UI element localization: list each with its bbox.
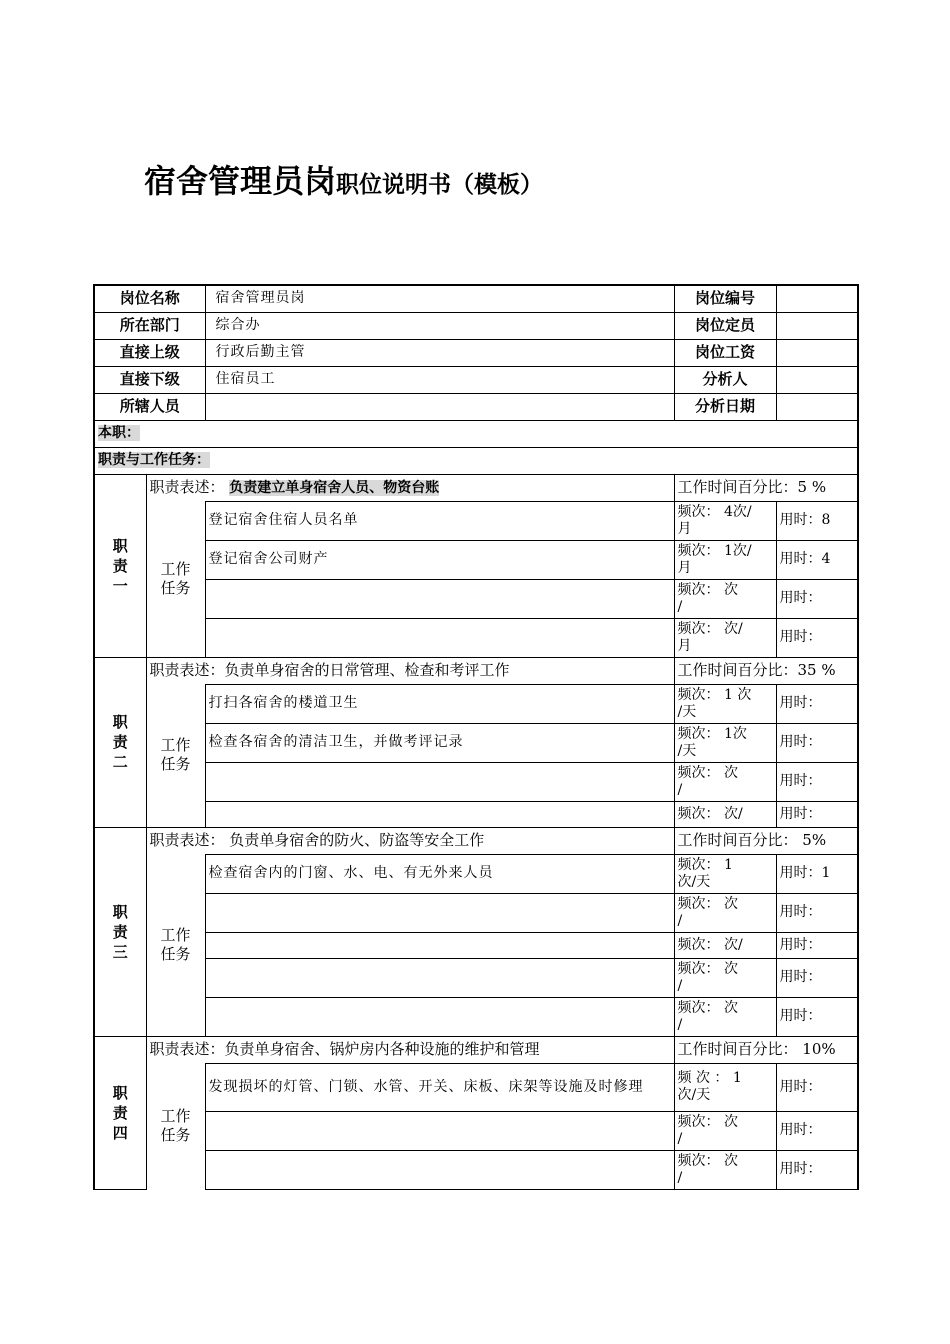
header-row: [94, 312, 858, 339]
field-value: 宿舍管理员岗: [205, 285, 674, 312]
task-frequency: 频次： 次 /: [674, 997, 776, 1036]
task-frequency: 频次： 1 次 /天: [674, 684, 776, 723]
task-row: [94, 723, 858, 762]
field-label: 分析日期: [674, 393, 776, 420]
field-value: 综合办: [205, 312, 674, 339]
task-row: [94, 958, 858, 997]
task-time-used: 用时：: [776, 684, 858, 723]
field-value: [776, 366, 858, 393]
task-label: 工作 任务: [146, 684, 205, 827]
task-row: [94, 893, 858, 932]
field-label: 直接上级: [94, 339, 205, 366]
task-text: 发现损坏的灯管、门锁、水管、开关、床板、床架等设施及时修理: [205, 1063, 674, 1111]
field-value: 行政后勤主管: [205, 339, 674, 366]
duties-title: 职责与工作任务：: [94, 447, 858, 474]
task-time-used: 用时：: [776, 618, 858, 657]
task-text: [205, 893, 674, 932]
task-row: [94, 618, 858, 657]
task-text: [205, 1150, 674, 1189]
task-text: [205, 618, 674, 657]
task-text: [205, 932, 674, 958]
task-frequency: 频次： 次 /: [674, 1150, 776, 1189]
task-row: [94, 1111, 858, 1150]
task-row: [94, 1150, 858, 1189]
task-time-used: 用时：: [776, 958, 858, 997]
task-time-used: 用时：: [776, 932, 858, 958]
task-time-used: 用时：1: [776, 854, 858, 893]
benzhi-row: [94, 420, 858, 447]
task-text: [205, 1111, 674, 1150]
task-row: [94, 932, 858, 958]
task-time-used: 用时：: [776, 579, 858, 618]
task-text: 打扫各宿舍的楼道卫生: [205, 684, 674, 723]
duty-description: 职责表述： 负责单身宿舍的防火、防盗等安全工作: [146, 827, 674, 854]
task-text: 登记宿舍住宿人员名单: [205, 501, 674, 540]
duty-description: 职责表述： 负责建立单身宿舍人员、物资台账: [146, 474, 674, 501]
task-time-used: 用时：8: [776, 501, 858, 540]
field-value: [776, 285, 858, 312]
task-row: [94, 854, 858, 893]
task-time-used: 用时：: [776, 801, 858, 827]
duty-name: 职 责 二: [94, 657, 146, 827]
task-frequency: 频次： 4次/ 月: [674, 501, 776, 540]
field-value: [776, 393, 858, 420]
task-frequency: 频次： 1次/ 月: [674, 540, 776, 579]
time-percentage: 工作时间百分比： 10%: [674, 1036, 858, 1063]
field-label: 所辖人员: [94, 393, 205, 420]
task-frequency: 频次： 次 /: [674, 579, 776, 618]
task-row: [94, 762, 858, 801]
task-row: [94, 684, 858, 723]
duty-desc-row: [94, 657, 858, 684]
task-row: [94, 579, 858, 618]
task-frequency: 频次： 1 次/天: [674, 854, 776, 893]
task-text: [205, 997, 674, 1036]
task-row: [94, 501, 858, 540]
task-text: 检查宿舍内的门窗、水、电、有无外来人员: [205, 854, 674, 893]
task-text: [205, 801, 674, 827]
task-frequency: 频次： 次/ 月: [674, 618, 776, 657]
task-row: [94, 801, 858, 827]
time-percentage: 工作时间百分比：35 %: [674, 657, 858, 684]
field-label: 所在部门: [94, 312, 205, 339]
title-suffix: 职位说明书（模板）: [336, 172, 544, 198]
task-label: 工作 任务: [146, 1063, 205, 1189]
field-value: [776, 339, 858, 366]
benzhi-label: 本职：: [94, 420, 858, 447]
task-text: 检查各宿舍的清洁卫生，并做考评记录: [205, 723, 674, 762]
field-value: 住宿员工: [205, 366, 674, 393]
task-frequency: 频次： 次/: [674, 801, 776, 827]
task-row: [94, 997, 858, 1036]
duty-name: 职 责 四: [94, 1036, 146, 1189]
duty-description: 职责表述：负责单身宿舍、锅炉房内各种设施的维护和管理: [146, 1036, 674, 1063]
task-time-used: 用时：: [776, 1150, 858, 1189]
field-label: 直接下级: [94, 366, 205, 393]
header-row: [94, 285, 858, 312]
task-time-used: 用时：: [776, 762, 858, 801]
duty-desc-row: [94, 1036, 858, 1063]
document-title: [144, 156, 543, 202]
duty-desc-row: [94, 474, 858, 501]
field-label: 分析人: [674, 366, 776, 393]
duties-title-row: [94, 447, 858, 474]
task-frequency: 频 次 ： 1 次/天: [674, 1063, 776, 1111]
task-text: [205, 762, 674, 801]
header-row: [94, 339, 858, 366]
task-row: [94, 1063, 858, 1111]
task-frequency: 频次： 次 /: [674, 1111, 776, 1150]
task-frequency: 频次： 1次 /天: [674, 723, 776, 762]
task-time-used: 用时：: [776, 997, 858, 1036]
duty-description: 职责表述：负责单身宿舍的日常管理、检查和考评工作: [146, 657, 674, 684]
duty-desc-row: [94, 827, 858, 854]
task-frequency: 频次： 次 /: [674, 958, 776, 997]
task-text: [205, 579, 674, 618]
task-time-used: 用时：: [776, 1111, 858, 1150]
job-description-table: [93, 284, 859, 1190]
task-label: 工作 任务: [146, 501, 205, 657]
field-label: 岗位名称: [94, 285, 205, 312]
duty-name: 职 责 一: [94, 474, 146, 657]
field-label: 岗位工资: [674, 339, 776, 366]
task-frequency: 频次： 次 /: [674, 893, 776, 932]
field-label: 岗位定员: [674, 312, 776, 339]
title-main: 宿舍管理员岗: [144, 162, 337, 200]
field-label: 岗位编号: [674, 285, 776, 312]
task-label: 工作 任务: [146, 854, 205, 1036]
task-text: [205, 958, 674, 997]
time-percentage: 工作时间百分比： 5%: [674, 827, 858, 854]
duty-name: 职 责 三: [94, 827, 146, 1036]
field-value: [776, 312, 858, 339]
task-row: [94, 540, 858, 579]
task-time-used: 用时：: [776, 1063, 858, 1111]
task-text: 登记宿舍公司财产: [205, 540, 674, 579]
header-row: [94, 393, 858, 420]
task-time-used: 用时：4: [776, 540, 858, 579]
header-row: [94, 366, 858, 393]
time-percentage: 工作时间百分比：5 %: [674, 474, 858, 501]
field-value: [205, 393, 674, 420]
task-time-used: 用时：: [776, 723, 858, 762]
task-time-used: 用时：: [776, 893, 858, 932]
task-frequency: 频次： 次 /: [674, 762, 776, 801]
task-frequency: 频次： 次/: [674, 932, 776, 958]
